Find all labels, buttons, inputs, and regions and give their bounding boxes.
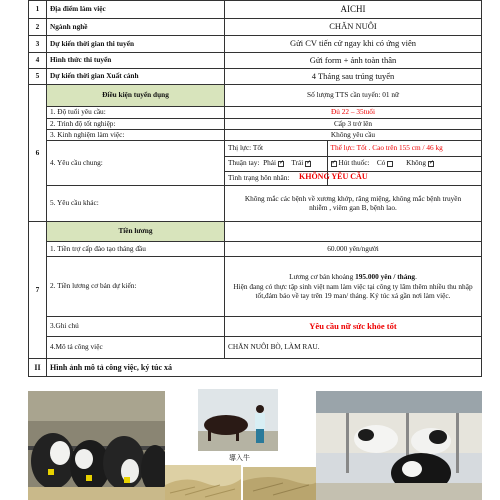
hay-photo	[165, 465, 241, 500]
photo-strip	[28, 389, 482, 500]
vision-text: Thị lực: Tốt	[225, 141, 327, 156]
left-hand-checkbox[interactable]	[305, 161, 311, 167]
table-row	[29, 19, 482, 36]
general-label: 4. Yêu cầu chung:	[47, 141, 225, 186]
table-row	[29, 141, 482, 186]
age-label: 1. Độ tuổi yêu cầu:	[47, 107, 225, 119]
row-number: 2	[29, 19, 47, 36]
marital-value: KHÔNG YÊU CẦU	[299, 172, 368, 181]
table-row	[29, 359, 482, 377]
section-header: Tiền lương	[47, 222, 225, 242]
table-row	[29, 317, 482, 337]
handedness-cell	[225, 156, 327, 171]
photos-title: Hình ảnh mô tả công việc, ký túc xá	[47, 359, 482, 377]
experience-label: 3. Kinh nghiệm làm việc:	[47, 130, 225, 141]
right-hand-label: Phải	[263, 158, 277, 168]
salary-amount: 195.000 yên / tháng	[355, 271, 416, 281]
table-row	[29, 337, 482, 359]
note-value: Yêu cầu nữ sức khỏe tốt	[225, 317, 482, 337]
table-row	[29, 257, 482, 317]
section-number: 6	[29, 85, 47, 222]
feed-photo	[243, 467, 319, 500]
salary-label: 2. Tiền lương cơ bản dự kiến:	[47, 257, 225, 317]
left-hand-label: Trái	[291, 158, 304, 168]
education-label: 2. Trình độ tốt nghiệp:	[47, 119, 225, 130]
row-value: Gửi form + ảnh toàn thân	[225, 53, 482, 69]
note-label: 3.Ghi chú	[47, 317, 225, 337]
row-label: Địa điểm làm việc	[47, 1, 225, 19]
experience-value: Không yêu cầu	[225, 130, 482, 141]
worker-with-cow-photo	[198, 389, 278, 451]
section-number: II	[29, 359, 47, 377]
document-page	[28, 0, 482, 500]
row-number: 3	[29, 36, 47, 53]
table-row	[29, 107, 482, 119]
table-row	[29, 186, 482, 222]
salary-line1-pre: Lương cơ bản khoảng	[289, 271, 356, 281]
photo-caption: 導入牛	[229, 454, 250, 462]
row-number: 1	[29, 1, 47, 19]
smoke-yes-label: Có	[376, 158, 386, 168]
table-row	[29, 119, 482, 130]
right-hand-checkbox[interactable]	[278, 161, 284, 167]
row-value: AICHI	[225, 1, 482, 19]
table-row	[29, 53, 482, 69]
other-label: 5. Yêu cầu khác:	[47, 186, 225, 222]
table-row	[29, 1, 482, 19]
row-value: 4 Tháng sau trúng tuyển	[225, 69, 482, 85]
description-label: 4.Mô tả công việc	[47, 337, 225, 359]
calves-pen-photo	[316, 391, 482, 500]
allowance-value: 60.000 yên/người	[225, 242, 482, 257]
cows-feeding-photo	[28, 391, 165, 500]
smoking-label: Hút thuốc:	[338, 158, 370, 168]
table-row	[29, 36, 482, 53]
salary-detail: Hiện đang có thực tập sinh việt nam làm việc tại công ty lâm thêm nhiều thu nhập tốt,đảm bảo về tay trên 19 man/ tháng. Ký túc xá gần nơi làm việc.	[233, 282, 473, 300]
salary-header-blank	[225, 222, 482, 242]
marital-label: Tình trạng hôn nhân:	[225, 171, 327, 185]
row-number: 5	[29, 69, 47, 85]
row-number: 4	[29, 53, 47, 69]
physical-text: Thể lực: Tốt . Cao trên 155 cm / 46 kg	[327, 141, 481, 156]
other-value: Không mắc các bệnh về xương khớp, răng miệng, không mắc bệnh truyền nhiễm , viêm gan B, bệnh lao.	[225, 186, 482, 222]
table-row	[29, 130, 482, 141]
table-row	[29, 85, 482, 107]
salary-value	[225, 257, 482, 317]
general-requirements	[225, 141, 482, 186]
table-row	[29, 69, 482, 85]
job-table	[28, 0, 482, 377]
row-value: Gửi CV tiến cử ngay khi có ứng viên	[225, 36, 482, 53]
table-row	[29, 222, 482, 242]
row-label: Ngành nghề	[47, 19, 225, 36]
age-value: Đủ 22 – 35tuổi	[225, 107, 482, 119]
section-number: 7	[29, 222, 47, 359]
table-row	[29, 242, 482, 257]
smoking-checkbox[interactable]	[331, 161, 337, 167]
row-label: Dự kiến thời gian thi tuyển	[47, 36, 225, 53]
smoke-no-checkbox[interactable]	[428, 161, 434, 167]
quota-text: Số lượng TTS cần tuyển: 01 nữ	[225, 85, 482, 107]
description-value: CHĂN NUÔI BÒ, LÀM RAU.	[225, 337, 482, 359]
smoke-yes-checkbox[interactable]	[387, 161, 393, 167]
handedness-label: Thuận tay:	[228, 158, 260, 168]
row-label: Hình thức thi tuyển	[47, 53, 225, 69]
smoking-cell	[327, 156, 481, 171]
smoke-no-label: Không	[406, 158, 426, 168]
row-value: CHĂN NUÔI	[225, 19, 482, 36]
salary-line1-post: .	[415, 271, 417, 281]
section-header: Điều kiện tuyển dụng	[47, 85, 225, 107]
row-label: Dự kiến thời gian Xuất cảnh	[47, 69, 225, 85]
allowance-label: 1. Tiền trợ cấp đào tạo tháng đầu	[47, 242, 225, 257]
education-value: Cấp 3 trở lên	[225, 119, 482, 130]
